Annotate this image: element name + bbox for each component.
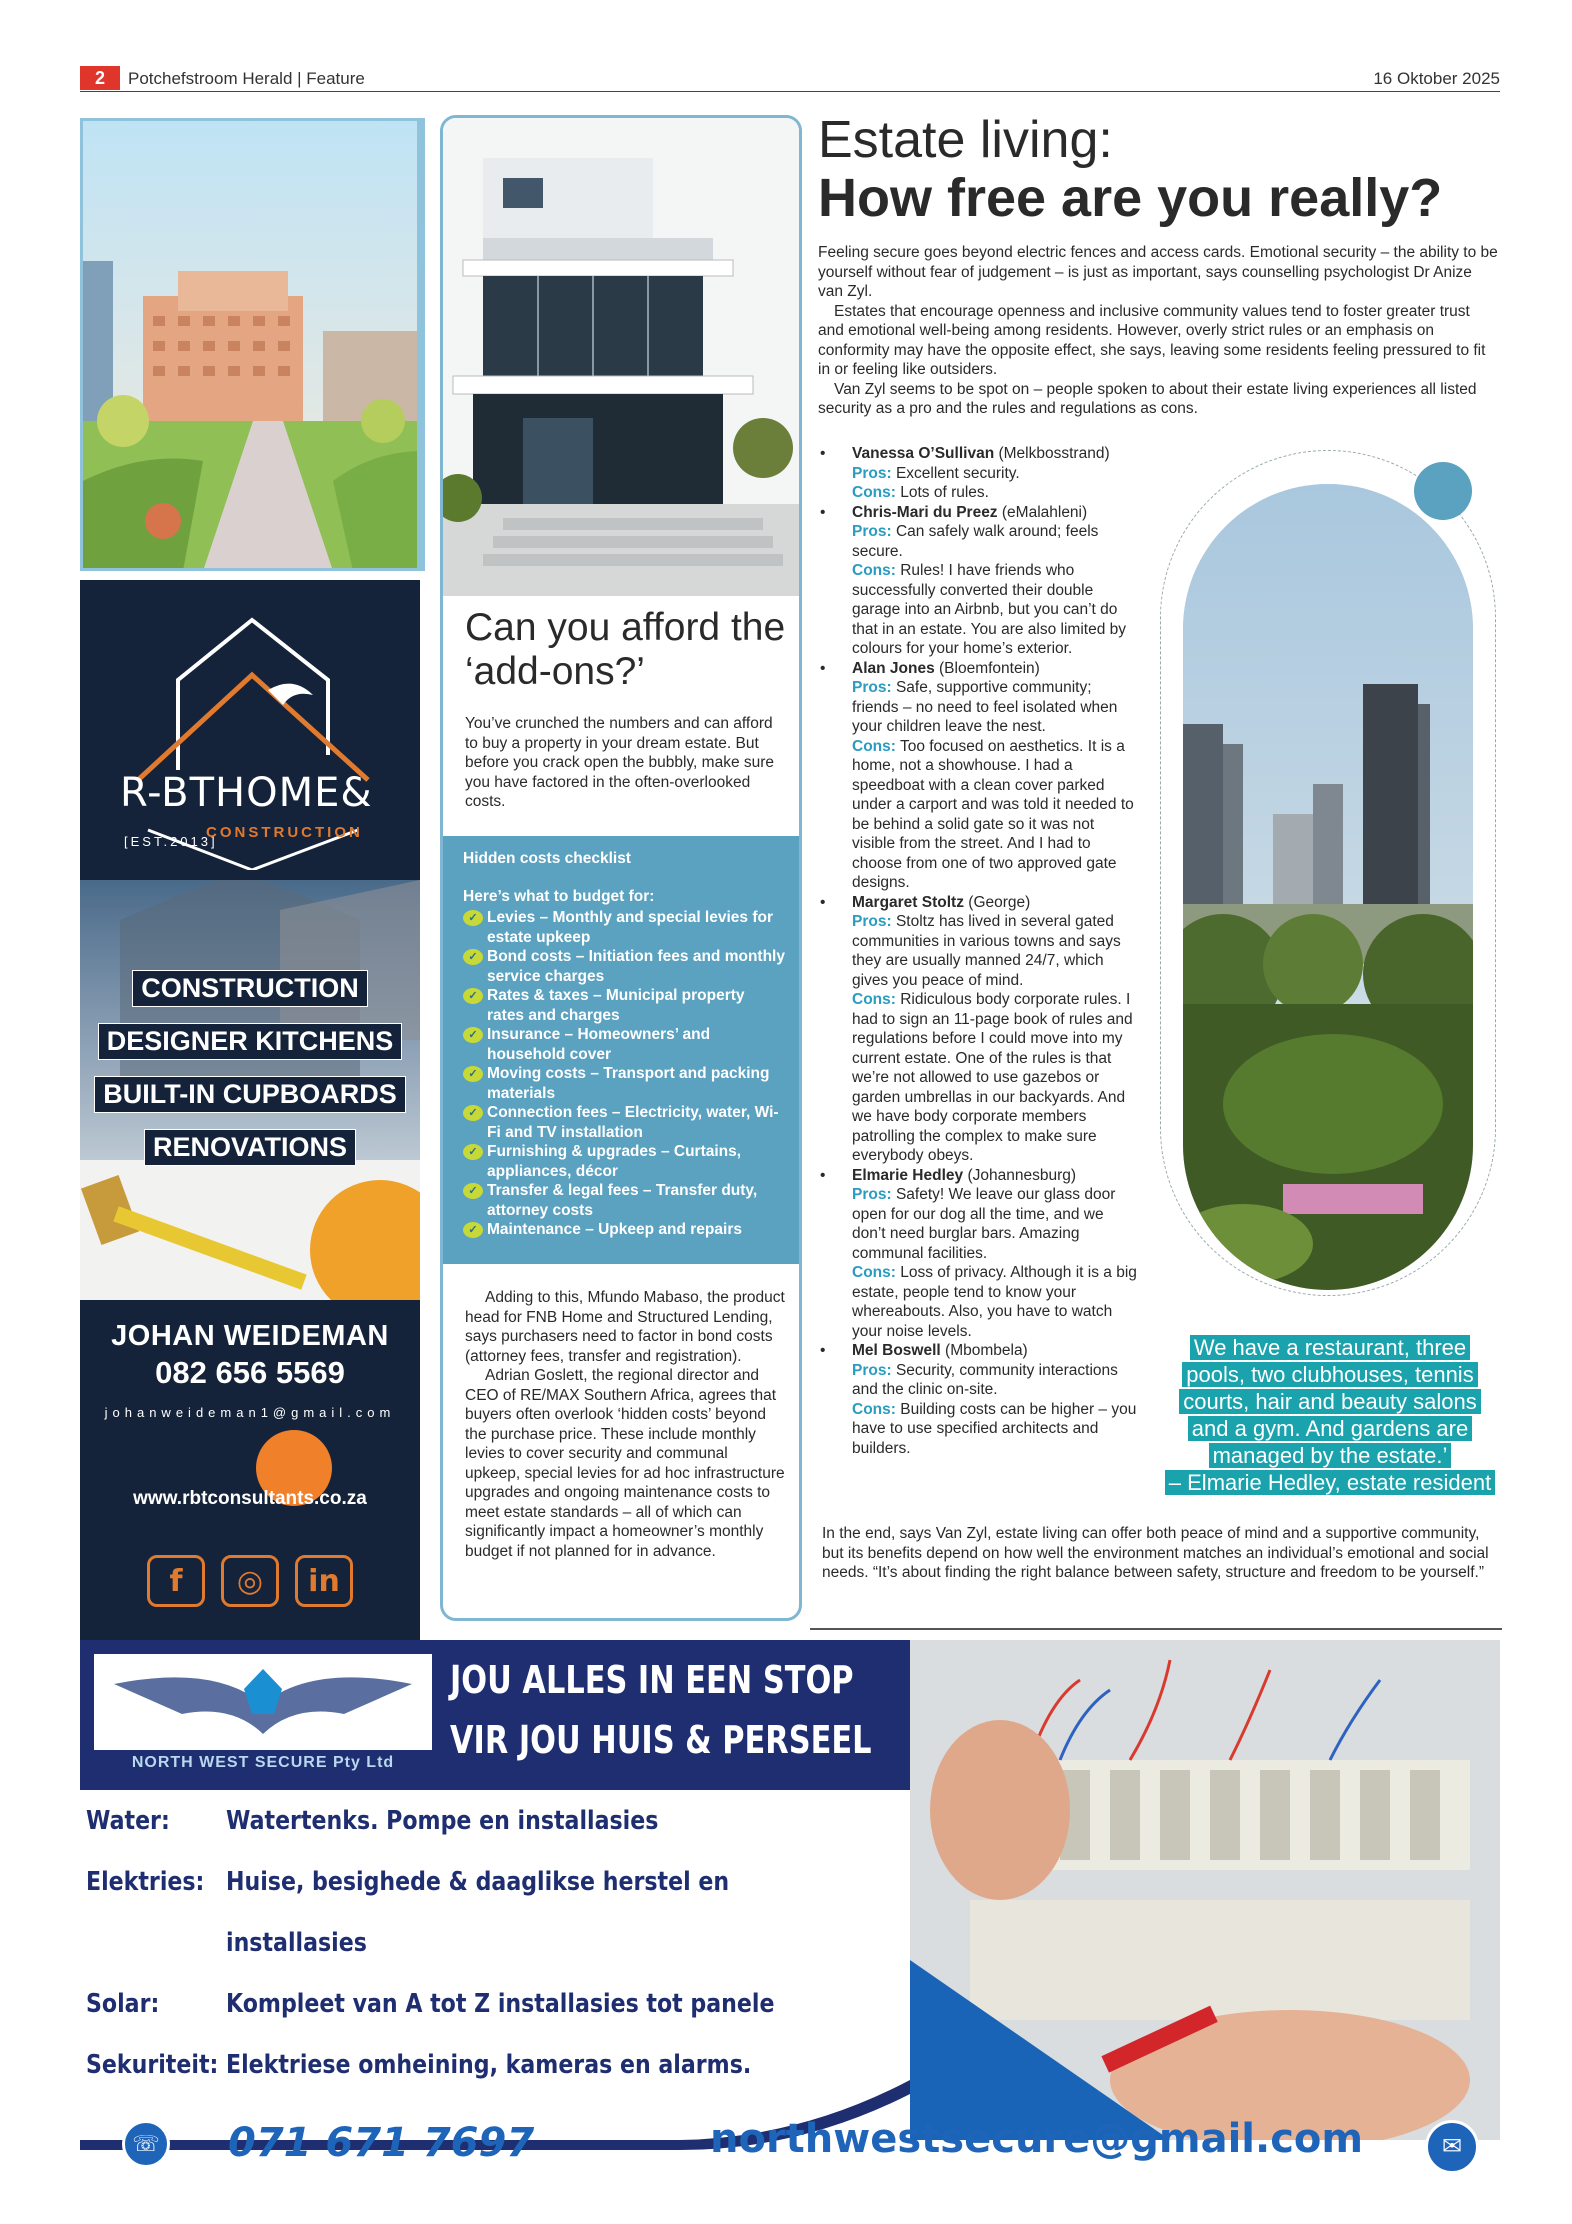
- article-paragraph: Estates that encourage openness and inclusive community values tend to foster greater trust and emotional well-being among residents. However, overly strict rules or an emphasis on conformity may have the opposite effect, she says, leaving some residents feeling pressured to fit in or feeling like outsiders.: [818, 302, 1486, 378]
- resident-cons: Loss of privacy. Although it is a big estate, people tend to know your whereabouts. Also, you have to watch your noise levels.: [852, 1264, 1137, 1340]
- cons-label: Cons:: [852, 1264, 896, 1281]
- resident-name: Alan Jones: [852, 659, 935, 677]
- publication-name: Potchefstroom Herald | Feature: [128, 69, 365, 88]
- resident-cons: Rules! I have friends who successfully converted their double garage into an Airbnb, but you can’t do that in an estate. You are also limited by colours for your home’s exterior.: [852, 562, 1127, 657]
- sidebar-intro: You’ve crunched the numbers and can afford to buy a property in your dream estate. But before you crack open the bubbly, make sure you have factored in the often-overlooked costs.: [465, 715, 775, 810]
- sidebar-paragraph: Adrian Goslett, the regional director and CEO of RE/MAX Southern Africa, agrees that buyers often overlook ‘hidden costs’ beyond the purchase price. These include monthly levies to cover security and communal upkeep, special levies for ad hoc infrastructure upgrades and ongoing maintenance costs to meet estate standards – all of which can significantly impact a homeowner’s monthly budget if not planned for in advance.: [465, 1367, 785, 1560]
- service-cupboards: BUILT-IN CUPBOARDS: [94, 1076, 406, 1113]
- service-row: Sekuriteit: Elektriese omheining, kameras en alarms.: [86, 2049, 752, 2080]
- quote-line: and a gym. And gardens are: [1188, 1416, 1472, 1441]
- headline-line-1: Estate living:: [818, 111, 1113, 169]
- service-row: Elektries: Huise, besighede & daaglikse herstel en: [86, 1866, 730, 1897]
- pros-label: Pros:: [852, 464, 892, 482]
- resident-item: [818, 503, 1140, 659]
- resident-pros: Stoltz has lived in several gated communities in various towns and says they are usually manned 24/7, which gives you peace of mind.: [852, 913, 1121, 989]
- quote-line: courts, hair and beauty salons: [1179, 1389, 1481, 1414]
- article-paragraph: Feeling secure goes beyond electric fences and access cards. Emotional security – the ability to be yourself without fear of judgement – is just as important, says counselling psychologist Dr Anize van Zyl.: [818, 244, 1498, 300]
- contact-name: JOHAN WEIDEMAN: [111, 1320, 389, 1352]
- nw-email-address: northwestsecure@gmail.com: [710, 2116, 1364, 2162]
- check-icon: ✓: [463, 910, 483, 926]
- resident-name: Mel Boswell: [852, 1342, 941, 1359]
- resident-pros: Excellent security.: [895, 464, 1020, 482]
- resident-pros: Safety! We leave our glass door open for our dog all the time, and we don’t need burglar bars. Amazing communal facilities.: [852, 1186, 1116, 1262]
- instagram-icon: ◎: [221, 1555, 279, 1607]
- cons-label: Cons:: [852, 737, 896, 755]
- quote-attribution: – Elmarie Hedley, estate resident: [1165, 1470, 1495, 1495]
- service-construction: CONSTRUCTION: [132, 970, 368, 1007]
- checklist-item: ✓ Insurance – Homeowners’ and household cover: [463, 1025, 785, 1064]
- resident-place: (Mbombela): [945, 1342, 1028, 1359]
- article-intro: [818, 243, 1500, 419]
- service-renovations: RENOVATIONS: [144, 1129, 356, 1166]
- decorative-dot: [1414, 462, 1472, 520]
- apartment-photo: [80, 118, 425, 571]
- pros-label: Pros:: [852, 913, 892, 930]
- checklist-item: ✓ Bond costs – Initiation fees and monthly service charges: [463, 947, 785, 986]
- pros-label: Pros:: [852, 1186, 892, 1203]
- nw-phone-number: 071 671 7697: [228, 2120, 535, 2166]
- resident-item: [818, 444, 1140, 503]
- rb-home-advert: [80, 580, 420, 1640]
- pull-quote: [1155, 1334, 1505, 1496]
- rb-logo-sub: CONSTRUCTION: [206, 824, 363, 841]
- service-row: Water: Watertenks. Pompe en installasies: [86, 1805, 659, 1836]
- quote-line: managed by the estate.’: [1209, 1443, 1452, 1468]
- resident-cons: Ridiculous body corporate rules. I had to sign an 11-page book of rules and regulations before I could move into my current estate. One of the rules is that we’re not allowed to use gazebos or garden umbrellas in our backyards. And we have body corporate members patrolling the complex to make sure everybody obeys.: [852, 991, 1133, 1164]
- linkedin-icon: in: [295, 1555, 353, 1607]
- cons-label: Cons:: [852, 484, 896, 501]
- hidden-costs-checklist: [443, 836, 799, 1264]
- quote-line: pools, two clubhouses, tennis: [1182, 1362, 1477, 1387]
- check-icon: ✓: [463, 1183, 483, 1199]
- villa-photo: [443, 118, 799, 596]
- resident-place: (George): [968, 893, 1031, 911]
- electrician-photo: [910, 1640, 1500, 2140]
- nw-headline: [450, 1650, 872, 1770]
- resident-pros: Safe, supportive community; friends – no need to feel isolated when your children leave the nest.: [852, 679, 1118, 735]
- issue-date: 16 Oktober 2025: [1373, 69, 1500, 88]
- check-icon: ✓: [463, 1066, 483, 1082]
- check-icon: ✓: [463, 988, 483, 1004]
- checklist-item: ✓ Furnishing & upgrades – Curtains, appliances, décor: [463, 1142, 785, 1181]
- headline-line-2: How free are you really?: [818, 168, 1443, 228]
- resident-list: [818, 444, 1140, 1458]
- divider: [810, 1628, 1502, 1630]
- social-links: [80, 1555, 420, 1607]
- resident-pros: Security, community interactions and the clinic on-site.: [852, 1361, 1118, 1398]
- resident-place: (Melkbosstrand): [998, 445, 1110, 462]
- nw-headline-1: JOU ALLES IN EEN STOP: [450, 1658, 854, 1702]
- page-number: 2: [80, 66, 120, 90]
- resident-place: (Johannesburg): [967, 1166, 1077, 1184]
- resident-place: (eMalahleni): [1001, 503, 1088, 521]
- resident-cons: Lots of rules.: [900, 484, 989, 501]
- resident-name: Margaret Stoltz: [852, 893, 964, 911]
- resident-item: [818, 1341, 1140, 1458]
- check-icon: ✓: [463, 1027, 483, 1043]
- nw-secure-logo: [94, 1654, 432, 1750]
- north-west-secure-advert: [80, 1640, 1500, 2184]
- checklist-item: ✓ Rates & taxes – Municipal property rates and charges: [463, 986, 785, 1025]
- resident-name: Elmarie Hedley: [852, 1166, 964, 1184]
- rb-established: [EST.2013]: [124, 834, 218, 849]
- quote-line: We have a restaurant, three: [1190, 1335, 1470, 1360]
- checklist-item: ✓ Moving costs – Transport and packing materials: [463, 1064, 785, 1103]
- checklist-item: ✓ Maintenance – Upkeep and repairs: [463, 1220, 785, 1240]
- checklist-item: ✓ Transfer & legal fees – Transfer duty, attorney costs: [463, 1181, 785, 1220]
- service-row: Solar: Kompleet van A tot Z installasies tot panele: [86, 1988, 775, 2019]
- article-headline: [818, 112, 1508, 228]
- page-header: [80, 66, 1500, 92]
- pros-label: Pros:: [852, 523, 892, 540]
- cons-label: Cons:: [852, 1400, 896, 1418]
- rb-contact: [80, 1320, 420, 1420]
- service-kitchens: DESIGNER KITCHENS: [98, 1023, 403, 1060]
- contact-phone: 082 656 5569: [155, 1355, 345, 1390]
- sidebar-paragraph: Adding to this, Mfundo Mabaso, the product head for FNB Home and Structured Lending, says purchasers need to factor in bond costs (attorney fees, transfer and registration).: [465, 1289, 785, 1365]
- phone-icon: ☏: [122, 2120, 170, 2168]
- city-skyline-photo: [1183, 484, 1473, 1290]
- service-row: installasies: [226, 1927, 367, 1958]
- pros-label: Pros:: [852, 1361, 892, 1379]
- nw-company-name: NORTH WEST SECURE Pty Ltd: [131, 1754, 395, 1771]
- cons-label: Cons:: [852, 991, 896, 1008]
- check-icon: ✓: [463, 949, 483, 965]
- article-paragraph: Van Zyl seems to be spot on – people spoken to about their estate living experiences all listed security as a pro and the rules and regulations as cons.: [818, 380, 1477, 417]
- mail-icon: ✉: [1425, 2120, 1479, 2174]
- resident-item: [818, 1166, 1140, 1342]
- resident-place: (Bloemfontein): [939, 659, 1040, 677]
- check-icon: ✓: [463, 1144, 483, 1160]
- sidebar-title: Can you afford the ‘add-ons?’: [465, 606, 786, 693]
- check-icon: ✓: [463, 1105, 483, 1121]
- nw-services: [86, 1790, 886, 2095]
- resident-name: Vanessa O’Sullivan: [852, 445, 995, 462]
- checklist-item: ✓ Levies – Monthly and special levies for estate upkeep: [463, 908, 785, 947]
- resident-name: Chris-Mari du Preez: [852, 503, 998, 521]
- pros-label: Pros:: [852, 679, 892, 696]
- resident-cons: Building costs can be higher – you have to use specified architects and builders.: [852, 1400, 1137, 1457]
- resident-item: [818, 893, 1140, 1166]
- sidebar-body: [465, 1288, 787, 1561]
- rb-services: [80, 970, 420, 1182]
- checklist-title: Hidden costs checklist: [463, 850, 631, 867]
- check-icon: ✓: [463, 1222, 483, 1238]
- add-ons-sidebar: [440, 115, 802, 1621]
- checklist-item: ✓ Connection fees – Electricity, water, Wi-Fi and TV installation: [463, 1103, 785, 1142]
- contact-email: johanweideman1@gmail.com: [104, 1405, 396, 1420]
- resident-pros: Can safely walk around; feels secure.: [852, 523, 1099, 560]
- checklist-subtitle: Here’s what to budget for:: [463, 888, 655, 905]
- apartment-illustration: [83, 121, 423, 571]
- facebook-icon: f: [147, 1555, 205, 1607]
- resident-cons: Too focused on aesthetics. It is a home, not a showhouse. I had a speedboat with a clean cover parked under a carport and was told it needed to be behind a solid gate so it was not visible from the street. And I had to choose from one of two approved gate designs.: [852, 737, 1134, 891]
- nw-headline-2: VIR JOU HUIS & PERSEEL: [450, 1718, 872, 1762]
- cons-label: Cons:: [852, 562, 896, 579]
- article-outro: In the end, says Van Zyl, estate living can offer both peace of mind and a supportive community, but its benefits depend on how well the environment matches an individual’s emotional and social needs. “It’s about finding the right balance between safety, structure and freedom to be yourself.”: [822, 1525, 1489, 1581]
- rb-logo-text: R-BTHOME&: [120, 770, 373, 816]
- resident-item: [818, 659, 1140, 893]
- rb-website: www.rbtconsultants.co.za: [133, 1488, 367, 1509]
